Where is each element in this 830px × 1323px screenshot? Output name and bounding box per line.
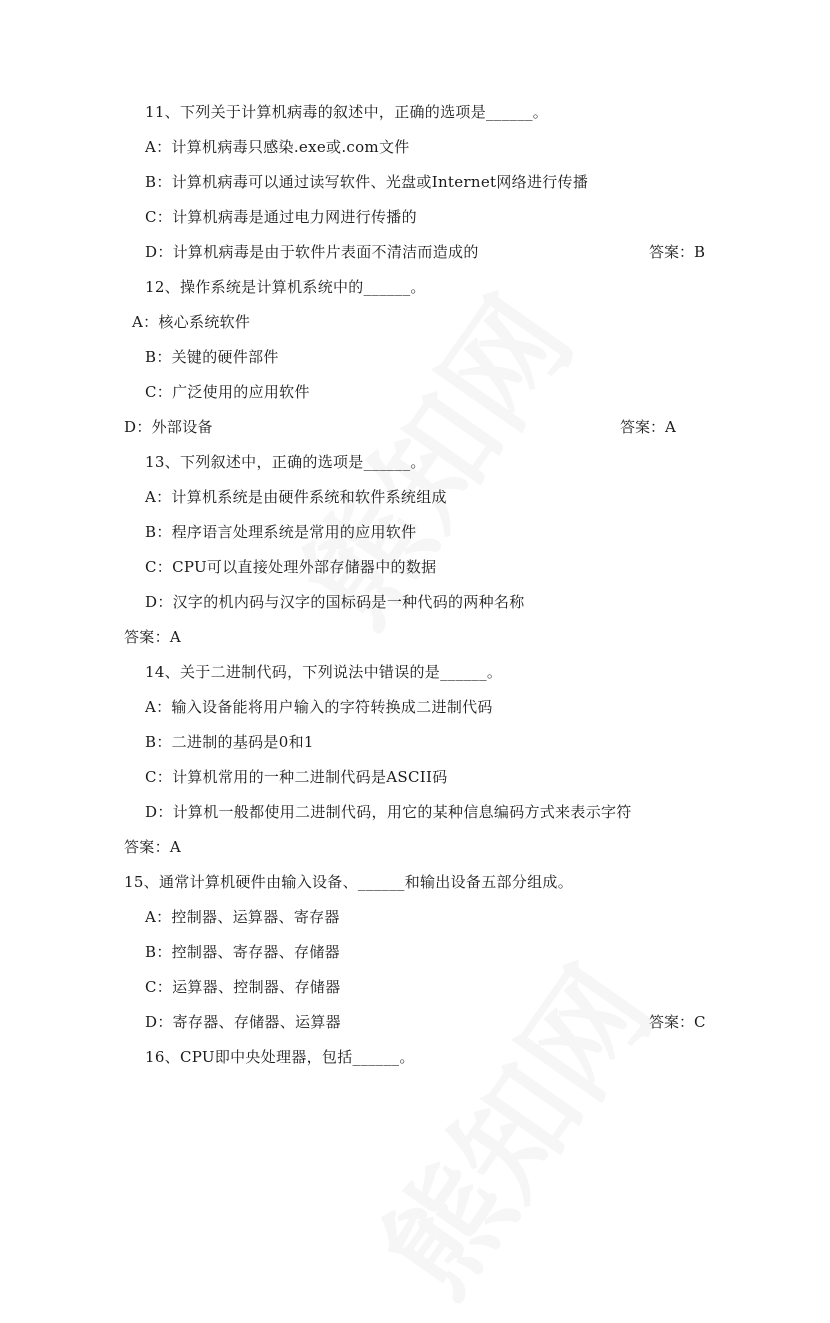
question-16-stem: 16、CPU即中央处理器，包括______。 <box>145 1048 415 1066</box>
question-15-option-a: A：控制器、运算器、寄存器 <box>145 908 340 926</box>
question-13-option-b: B：程序语言处理系统是常用的应用软件 <box>145 523 417 541</box>
question-13-stem: 13、下列叙述中，正确的选项是______。 <box>145 453 426 471</box>
question-12-option-a: A：核心系统软件 <box>132 313 251 331</box>
question-15-option-c: C：运算器、控制器、存储器 <box>145 978 341 996</box>
question-11-option-c: C：计算机病毒是通过电力网进行传播的 <box>145 208 417 226</box>
question-15-option-b: B：控制器、寄存器、存储器 <box>145 943 340 961</box>
question-15-stem: 15、通常计算机硬件由输入设备、______和输出设备五部分组成。 <box>124 873 573 891</box>
question-11-stem: 11、下列关于计算机病毒的叙述中，正确的选项是______。 <box>145 103 549 121</box>
question-13-answer: 答案：A <box>124 628 182 646</box>
question-11-answer: 答案：B <box>649 243 706 261</box>
question-12-option-d: D：外部设备 <box>124 418 213 436</box>
question-15-answer: 答案：C <box>649 1013 706 1031</box>
question-12-answer: 答案：A <box>620 418 676 436</box>
question-14-option-c: C：计算机常用的一种二进制代码是ASCII码 <box>145 768 448 786</box>
question-11-option-b: B：计算机病毒可以通过读写软件、光盘或Internet网络进行传播 <box>145 173 589 191</box>
question-14-option-a: A：输入设备能将用户输入的字符转换成二进制代码 <box>145 698 493 716</box>
question-11-option-a: A：计算机病毒只感染.exe或.com文件 <box>145 138 410 156</box>
watermark-bottom <box>336 929 683 1323</box>
question-12-option-b: B：关键的硬件部件 <box>145 348 279 366</box>
question-11-option-d: D：计算机病毒是由于软件片表面不清洁而造成的 <box>145 243 479 261</box>
question-12-option-c: C：广泛使用的应用软件 <box>145 383 310 401</box>
question-14-stem: 14、关于二进制代码，下列说法中错误的是______。 <box>145 663 503 681</box>
question-15-option-d: D：寄存器、存储器、运算器 <box>145 1013 341 1031</box>
question-14-answer: 答案：A <box>124 838 182 856</box>
question-12-stem: 12、操作系统是计算机系统中的______。 <box>145 278 426 296</box>
question-13-option-d: D：汉字的机内码与汉字的国标码是一种代码的两种名称 <box>145 593 525 611</box>
question-13-option-c: C：CPU可以直接处理外部存储器中的数据 <box>145 558 437 576</box>
question-14-option-d: D：计算机一般都使用二进制代码，用它的某种信息编码方式来表示字符 <box>145 803 632 821</box>
question-14-option-b: B：二进制的基码是0和1 <box>145 733 314 751</box>
question-13-option-a: A：计算机系统是由硬件系统和软件系统组成 <box>145 488 447 506</box>
